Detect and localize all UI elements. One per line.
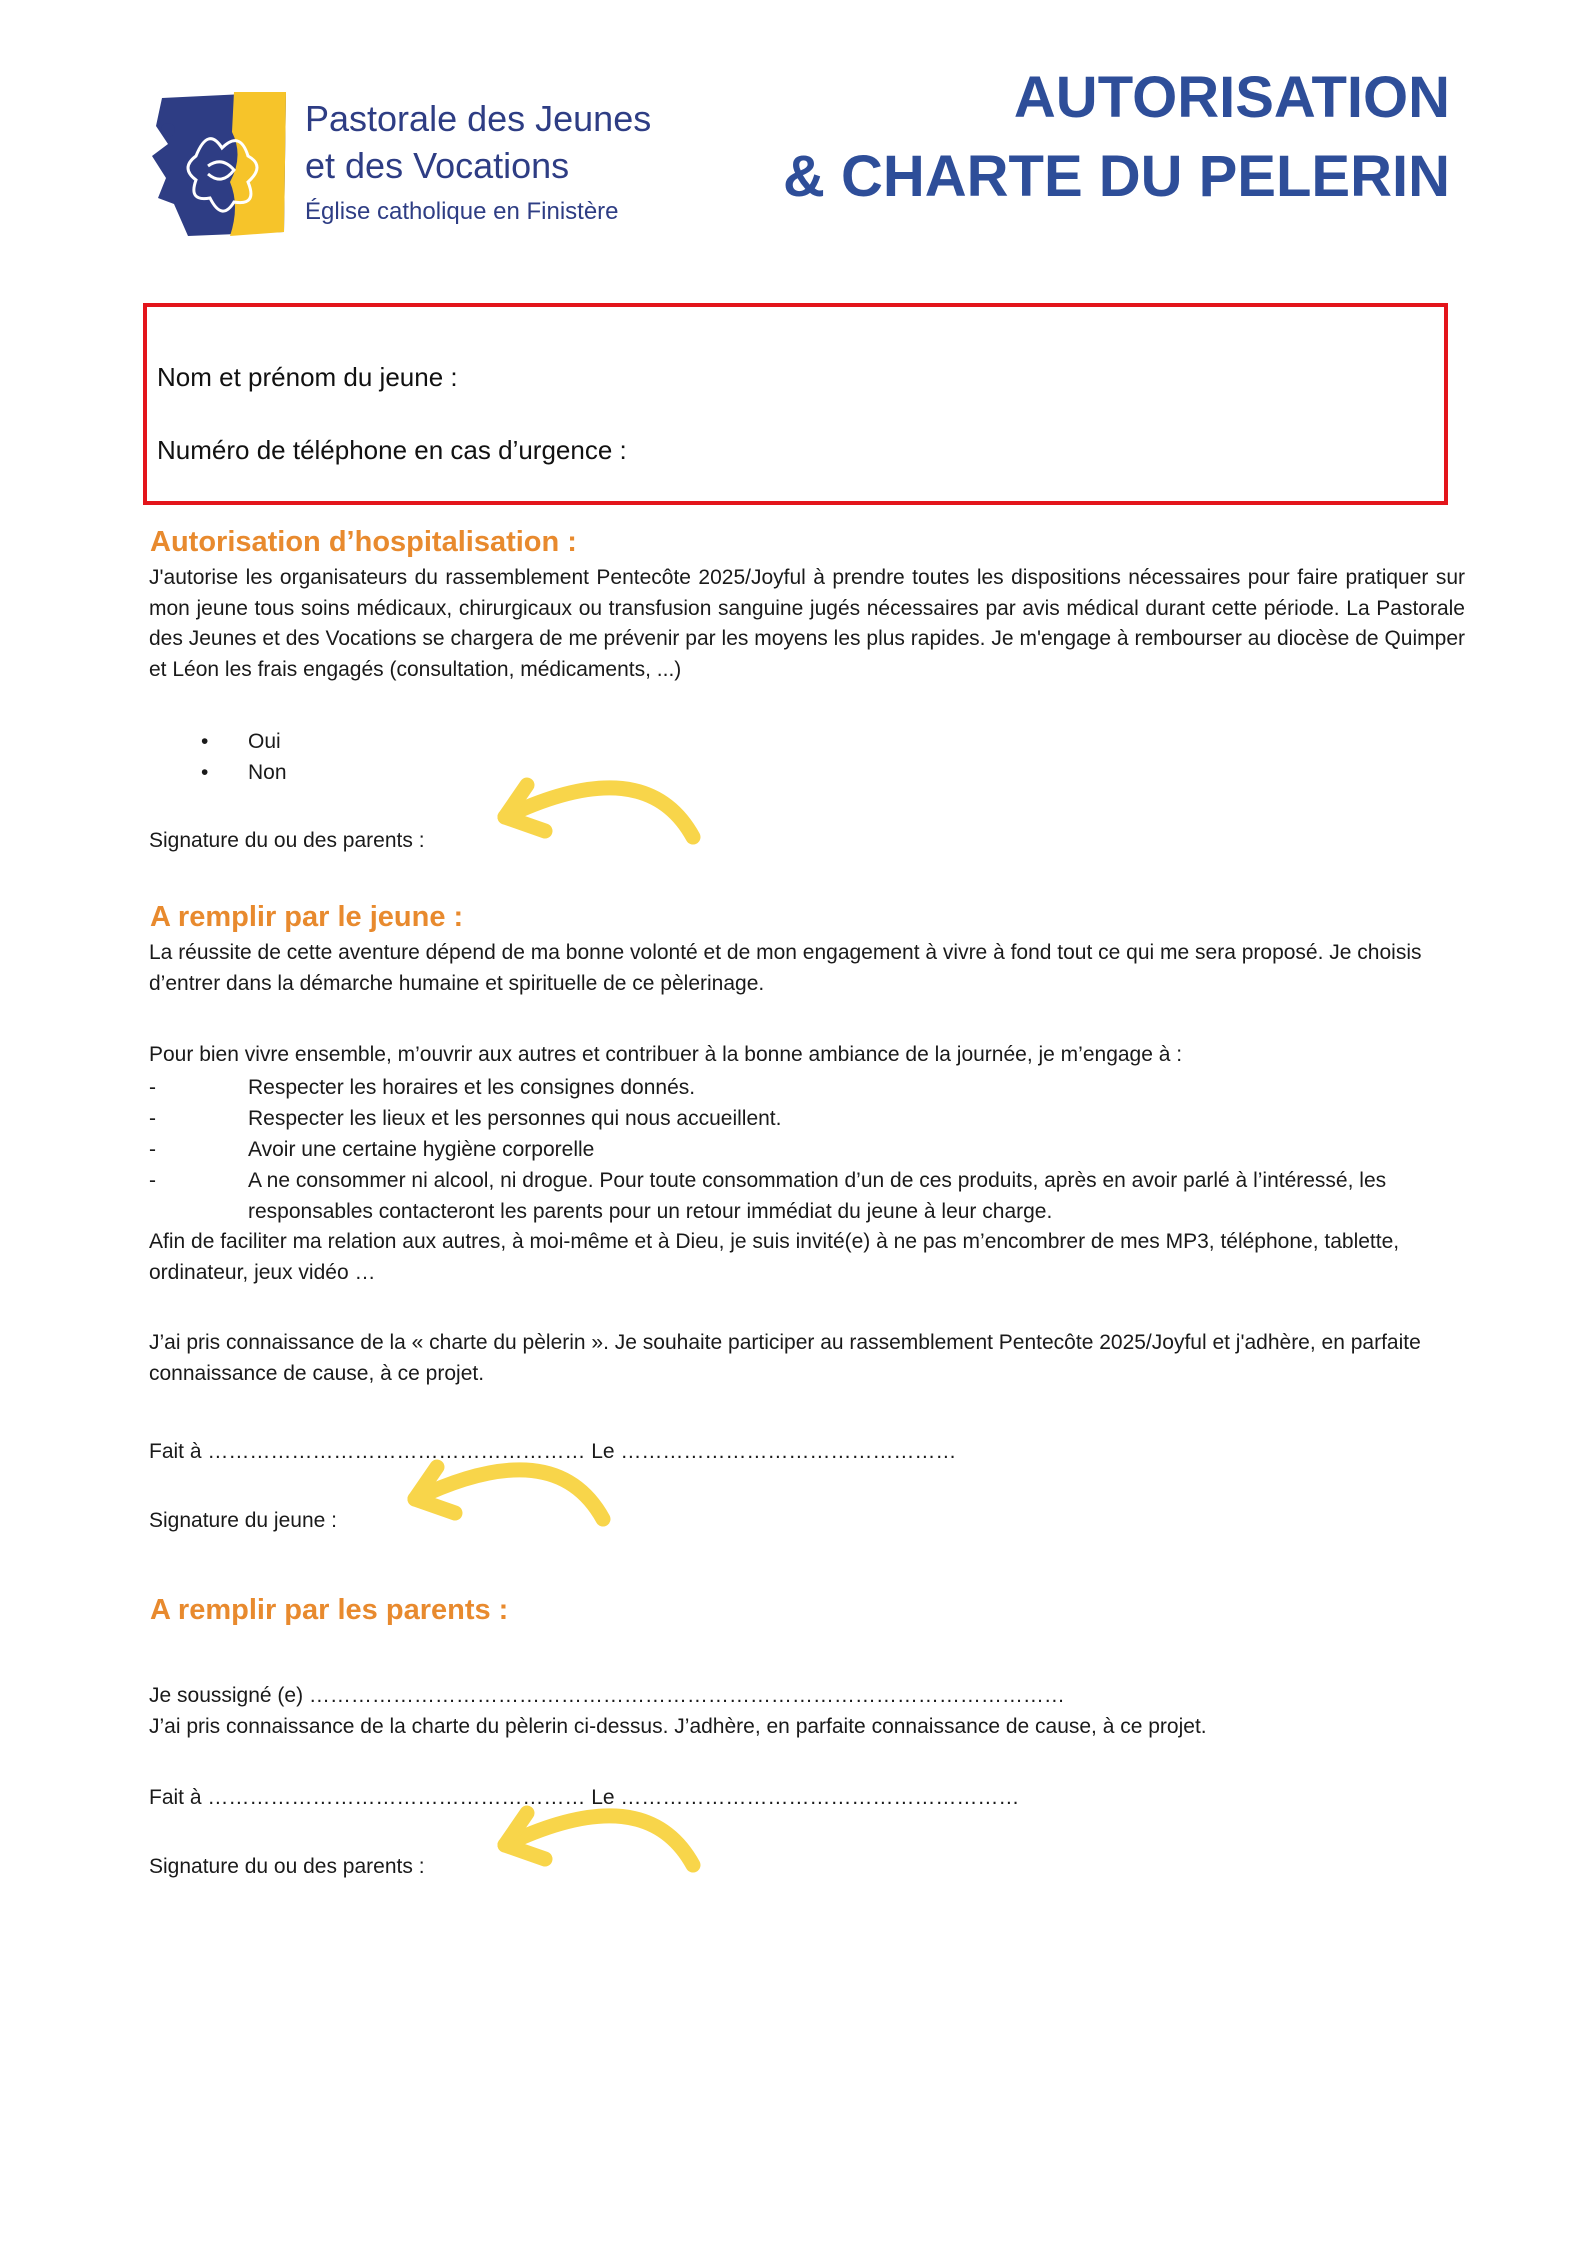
arrow-pointer-icon	[455, 755, 705, 850]
youth-charter-text: J’ai pris connaissance de la « charte du pèlerin ». Je souhaite participer au rassemblement Pentecôte 2025/Joyful et j'adhère, en parfaite connaissance de cause, à ce projet.	[149, 1331, 1421, 1385]
parents-signature-label-2: Signature du ou des parents :	[149, 1855, 425, 1878]
option-oui[interactable]: • Oui	[149, 726, 287, 757]
commitments-list	[149, 1072, 1465, 1227]
parents-signature-label-1: Signature du ou des parents :	[149, 829, 425, 852]
diocese-logo	[148, 86, 288, 238]
commitment-item: - Respecter les horaires et les consignes donnés.	[149, 1072, 1465, 1103]
identity-box	[143, 303, 1448, 505]
youth-signature-label: Signature du jeune :	[149, 1509, 337, 1532]
youth-intro-text: La réussite de cette aventure dépend de ma bonne volonté et de mon engagement à vivre à fond tout ce qui me sera proposé. Je choisis d’entrer dans la démarche humaine et spirituelle de ce pèlerinage.	[149, 941, 1422, 995]
commitment-item: - Respecter les lieux et les personnes qui nous accueillent.	[149, 1103, 1465, 1134]
logo-title-line1: Pastorale des Jeunes	[305, 98, 652, 139]
emergency-phone-field[interactable]: Numéro de téléphone en cas d’urgence :	[157, 435, 627, 465]
commitment-item: - A ne consommer ni alcool, ni drogue. Pour toute consommation d’un de ces produits, après en avoir parlé à l’intéressé, les responsables contacteront les parents pour un retour immédiat du jeune à leur charge.	[149, 1165, 1465, 1227]
logo-subtitle: Église catholique en Finistère	[305, 198, 619, 225]
parents-place-date-line[interactable]: Fait à ……………………………………………… Le …………………………………………………	[149, 1786, 1020, 1809]
commitments-intro: Pour bien vivre ensemble, m’ouvrir aux autres et contribuer à la bonne ambiance de la journée, je m’engage à :	[149, 1043, 1183, 1066]
arrow-pointer-icon	[365, 1437, 615, 1532]
devices-text: Afin de faciliter ma relation aux autres, à moi-même et à Dieu, je suis invité(e) à ne pas m’encombrer de mes MP3, téléphone, tablette, ordinateur, jeux vidéo …	[149, 1230, 1400, 1284]
undersigned-line[interactable]: Je soussigné (e) ………………………………………………………………………………………………	[149, 1684, 1065, 1707]
document-title-line2: & CHARTE DU PELERIN	[782, 144, 1450, 209]
youth-place-date-line[interactable]: Fait à ……………………………………………… Le …………………………………………	[149, 1440, 957, 1463]
youth-name-field[interactable]: Nom et prénom du jeune :	[157, 362, 458, 392]
logo-title-line2: et des Vocations	[305, 145, 570, 186]
document-title-line1: AUTORISATION	[1013, 65, 1450, 130]
youth-section-heading: A remplir par le jeune :	[150, 901, 464, 933]
parents-section-heading: A remplir par les parents :	[150, 1594, 509, 1626]
hospitalisation-options	[149, 726, 287, 788]
arrow-pointer-icon	[455, 1783, 705, 1878]
commitment-item: - Avoir une certaine hygiène corporelle	[149, 1134, 1465, 1165]
option-non[interactable]: • Non	[149, 757, 287, 788]
parents-charter-text: J’ai pris connaissance de la charte du pèlerin ci-dessus. J’adhère, en parfaite connaissance de cause, à ce projet.	[149, 1715, 1207, 1738]
hospitalisation-heading: Autorisation d’hospitalisation :	[150, 526, 577, 558]
hospitalisation-text: J'autorise les organisateurs du rassemblement Pentecôte 2025/Joyful à prendre toutes les dispositions nécessaires pour faire pratiquer sur mon jeune tous soins médicaux, chirurgicaux ou transfusion sanguine jugés nécessaires par avis médical durant cette période. La Pastorale des Jeunes et des Vocations se chargera de me prévenir par les moyens les plus rapides. Je m'engage à rembourser au diocèse de Quimper et Léon les frais engagés (consultation, médicaments, ...)	[149, 566, 1465, 681]
